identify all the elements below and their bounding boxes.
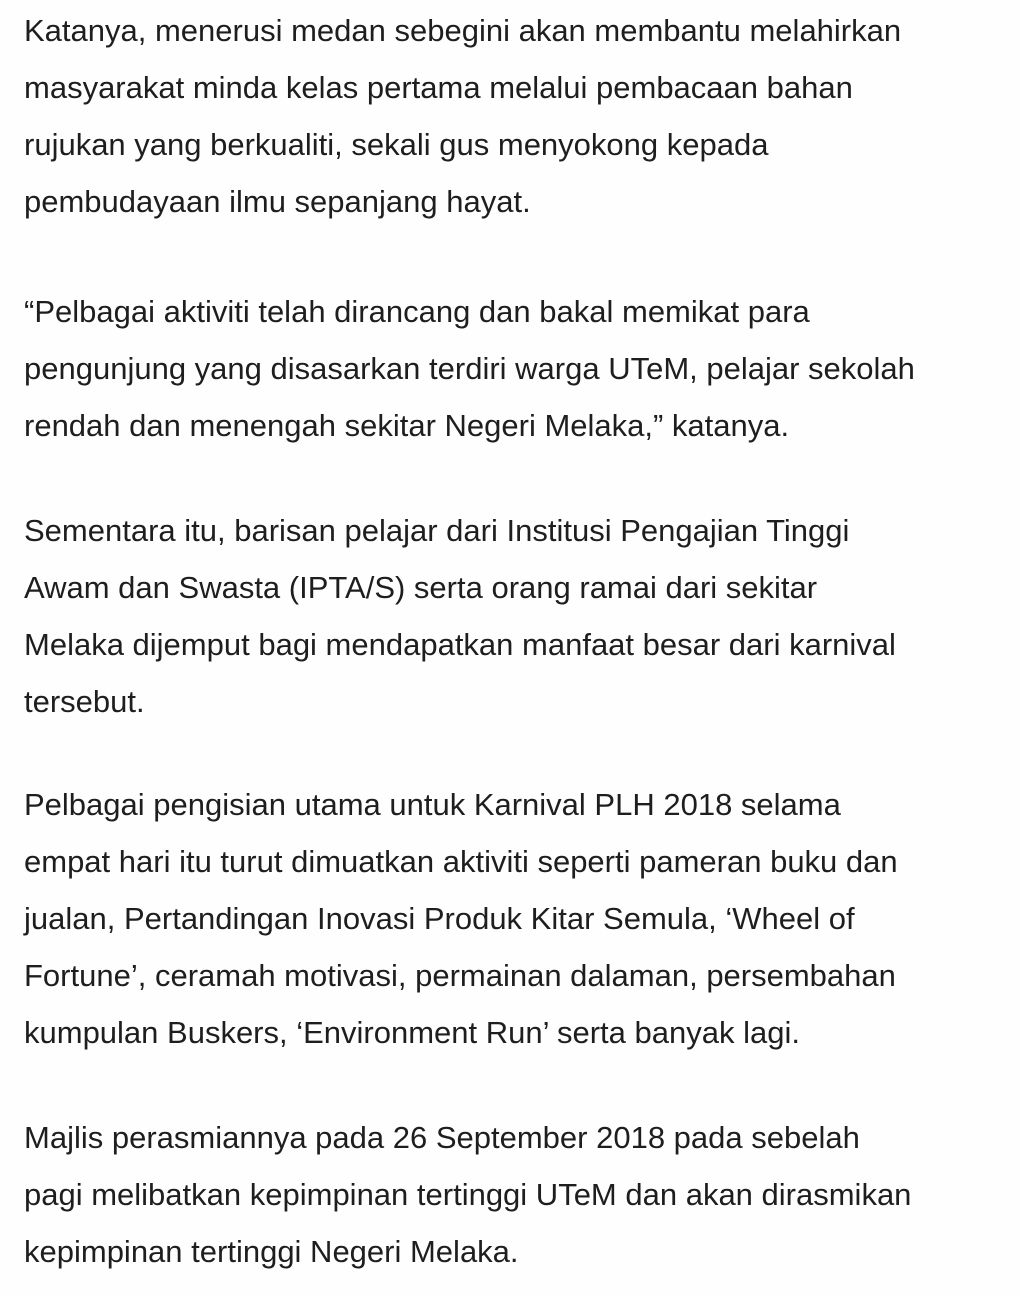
paragraph-line: rujukan yang berkualiti, sekali gus menyokong kepada: [24, 127, 769, 162]
paragraph-line: masyarakat minda kelas pertama melalui pembacaan bahan: [24, 70, 853, 105]
paragraph-line: pengunjung yang disasarkan terdiri warga UTeM, pelajar sekolah: [24, 351, 915, 386]
paragraph-line: empat hari itu turut dimuatkan aktiviti seperti pameran buku dan: [24, 844, 898, 879]
paragraph-line: pembudayaan ilmu sepanjang hayat.: [24, 184, 531, 219]
paragraph-line: Majlis perasmiannya pada 26 September 2018 pada sebelah: [24, 1120, 860, 1155]
paragraph-4: [24, 776, 1004, 1061]
paragraph-line: jualan, Pertandingan Inovasi Produk Kitar Semula, ‘Wheel of: [24, 901, 855, 936]
paragraph-line: Sementara itu, barisan pelajar dari Institusi Pengajian Tinggi: [24, 513, 850, 548]
paragraph-line: Katanya, menerusi medan sebegini akan membantu melahirkan: [24, 13, 902, 48]
paragraph-5: [24, 1109, 1004, 1280]
paragraph-2-quote: [24, 283, 1004, 454]
paragraph-3: [24, 502, 1004, 730]
paragraph-line: Fortune’, ceramah motivasi, permainan dalaman, persembahan: [24, 958, 896, 993]
paragraph-line: Awam dan Swasta (IPTA/S) serta orang ramai dari sekitar: [24, 570, 818, 605]
paragraph-line: kepimpinan tertinggi Negeri Melaka.: [24, 1234, 519, 1269]
paragraph-line: pagi melibatkan kepimpinan tertinggi UTeM dan akan dirasmikan: [24, 1177, 912, 1212]
paragraph-line: kumpulan Buskers, ‘Environment Run’ serta banyak lagi.: [24, 1015, 800, 1050]
paragraph-line: tersebut.: [24, 684, 145, 719]
paragraph-line: “Pelbagai aktiviti telah dirancang dan bakal memikat para: [24, 294, 810, 329]
paragraph-line: Melaka dijemput bagi mendapatkan manfaat besar dari karnival: [24, 627, 896, 662]
paragraph-line: Pelbagai pengisian utama untuk Karnival PLH 2018 selama: [24, 787, 841, 822]
paragraph-line: rendah dan menengah sekitar Negeri Melaka,” katanya.: [24, 408, 790, 443]
paragraph-1: [24, 2, 1004, 230]
